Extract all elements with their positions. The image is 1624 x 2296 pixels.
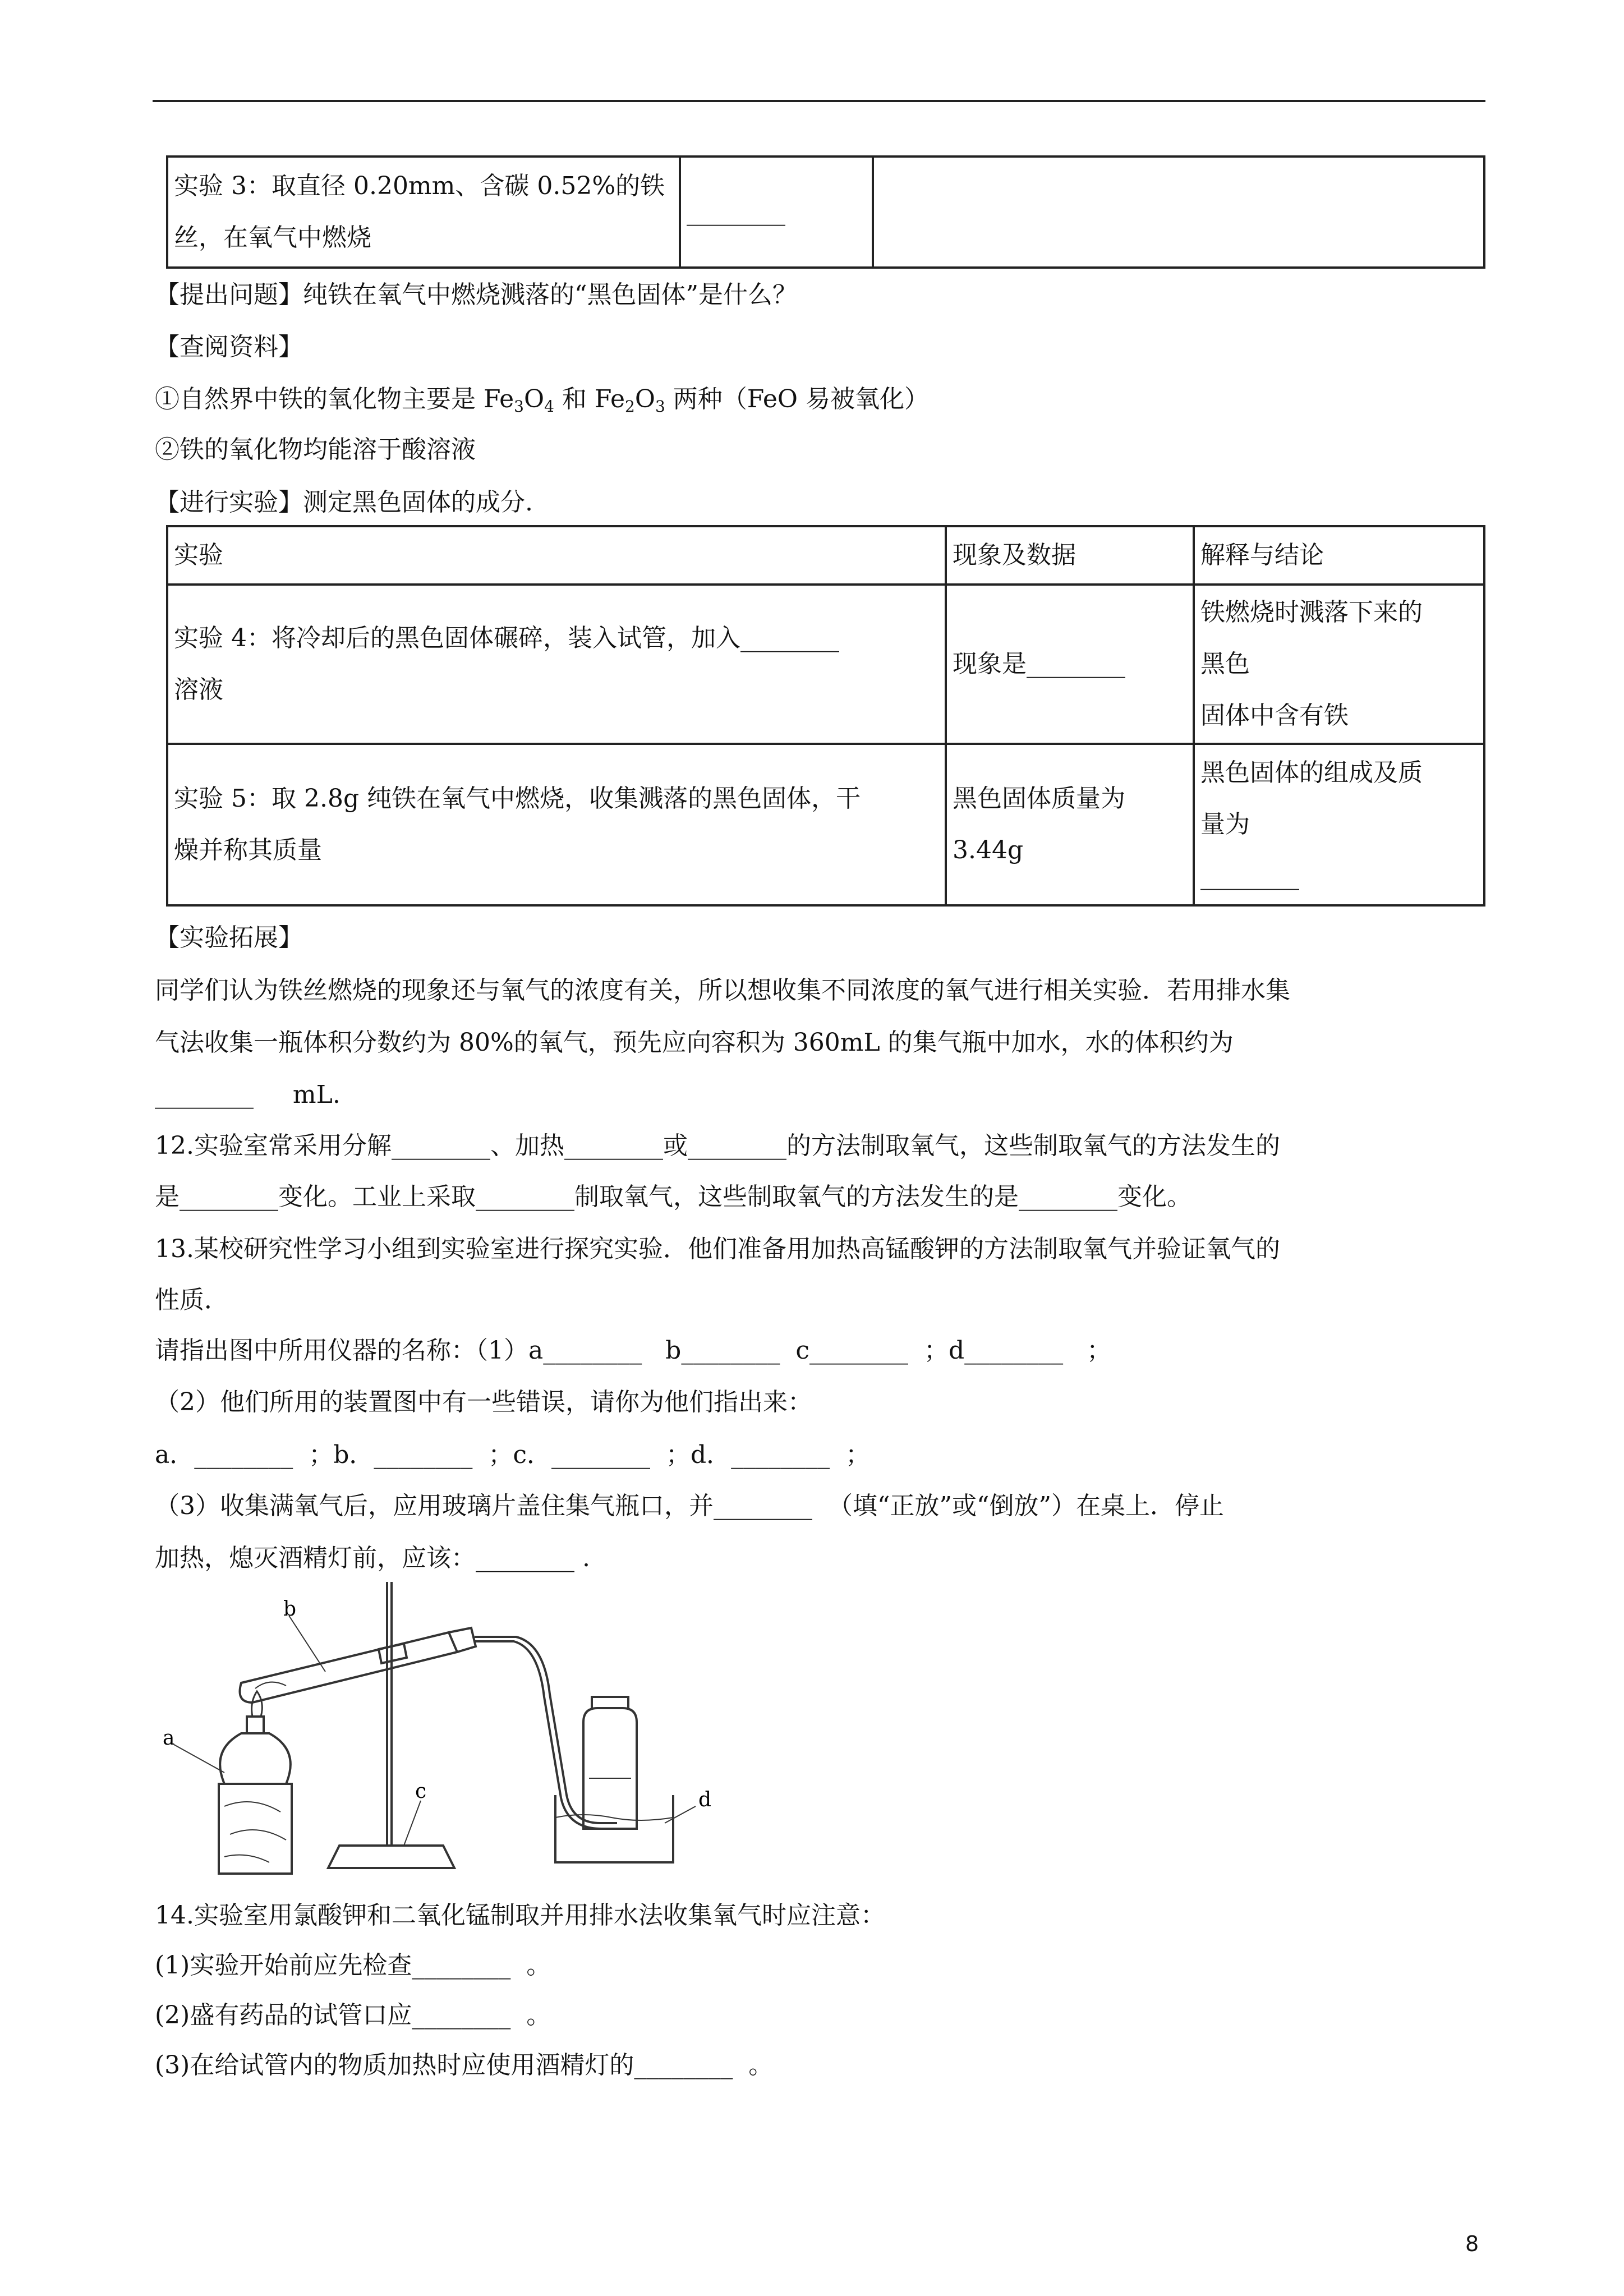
consult-title: 【查阅资料】 bbox=[155, 333, 303, 361]
page-number: 8 bbox=[1465, 2231, 1479, 2256]
extension-line1: 同学们认为铁丝燃烧的现象还与氧气的浓度有关，所以想收集不同浓度的氧气进行相关实验．若用排水集 bbox=[155, 976, 1290, 1005]
figure-label-d: d bbox=[698, 1788, 712, 1811]
experiment-5-phenomenon-line2: 3.44g bbox=[953, 836, 1024, 864]
extension-title: 【实验拓展】 bbox=[155, 923, 303, 952]
experiment-3-phenomenon-cell bbox=[680, 157, 873, 268]
figure-label-b: b bbox=[283, 1598, 297, 1621]
consult-item-2: ②铁的氧化物均能溶于酸溶液 bbox=[155, 435, 476, 464]
experiment-5-cell bbox=[167, 744, 946, 905]
apparatus-figure bbox=[157, 1582, 718, 1879]
question-13-line6: （3）收集满氧气后，应用玻璃片盖住集气瓶口，并________ （填“正放”或“倒放”）在桌上．停止 bbox=[155, 1492, 1224, 1520]
question-14-line1: 14.实验室用氯酸钾和二氧化锰制取并用排水法收集氧气时应注意： bbox=[155, 1901, 885, 1930]
experiment-5-line2: 燥并称其质量 bbox=[174, 836, 322, 864]
table-row-experiment-5 bbox=[167, 744, 1484, 905]
header-phenomenon: 现象及数据 bbox=[946, 526, 1194, 585]
ask-question-line: 【提出问题】纯铁在氧气中燃烧溅落的“黑色固体”是什么？ bbox=[155, 280, 797, 309]
question-13-line2: 性质． bbox=[155, 1286, 229, 1314]
question-13-line5: a．________ ；b．________ ；c．________ ；d．________ ； bbox=[155, 1441, 871, 1469]
question-14-line2: (1)实验开始前应先检查________ 。 bbox=[155, 1951, 551, 1980]
gas-bottle bbox=[583, 1708, 637, 1829]
figure-label-c: c bbox=[415, 1780, 427, 1803]
wooden-block bbox=[219, 1784, 292, 1874]
experiment-5-phenomenon-line1: 黑色固体质量为 bbox=[953, 784, 1125, 813]
experiment-4-conclusion-cell bbox=[1194, 585, 1484, 744]
question-14-line4: (3)在给试管内的物质加热时应使用酒精灯的________ 。 bbox=[155, 2051, 774, 2079]
experiment-3-line1: 实验 3：取直径 0.20mm、含碳 0.52%的铁 bbox=[174, 172, 665, 200]
question-13-line3: 请指出图中所用仪器的名称：（1）a________ b________ c________ ；d________ ； bbox=[155, 1336, 1112, 1365]
table-experiment-3 bbox=[166, 155, 1485, 269]
experiment-3-phenomenon-blank: ________ bbox=[687, 197, 785, 226]
table-experiments bbox=[166, 525, 1485, 907]
consult-1-mid3: O bbox=[634, 385, 655, 413]
experiment-3-cell bbox=[167, 157, 680, 268]
table-row bbox=[167, 157, 1484, 268]
experiment-3-line2: 丝，在氧气中燃烧 bbox=[174, 223, 371, 252]
consult-1-pre: ①自然界中铁的氧化物主要是 Fe bbox=[155, 385, 514, 413]
experiment-5-conclusion-cell bbox=[1194, 744, 1484, 905]
experiment-4-line2: 溶液 bbox=[174, 675, 223, 704]
question-13-line7: 加热，熄灭酒精灯前，应该：________ . bbox=[155, 1544, 590, 1572]
experiment-5-conclusion-line2: 量为 bbox=[1200, 810, 1250, 839]
experiment-4-cell bbox=[167, 585, 946, 744]
consult-1-mid2: 和 Fe bbox=[554, 385, 625, 413]
experiment-4-conclusion-line1: 铁燃烧时溅落下来的 bbox=[1200, 598, 1423, 627]
experiment-5-phenomenon-cell bbox=[946, 744, 1194, 905]
alcohol-lamp bbox=[220, 1733, 291, 1784]
header-rule bbox=[153, 100, 1485, 102]
iron-stand-base bbox=[328, 1846, 454, 1868]
test-tube bbox=[240, 1632, 458, 1703]
experiment-5-conclusion-line3: ________ bbox=[1200, 862, 1299, 890]
consult-1-post: 两种（FeO 易被氧化） bbox=[665, 385, 929, 413]
question-12-line1: 12.实验室常采用分解________、加热________或________的方法制取氧气，这些制取氧气的方法发生的 bbox=[155, 1131, 1280, 1160]
question-14-line3: (2)盛有药品的试管口应________ 。 bbox=[155, 2001, 551, 2030]
consult-1-sub2: 4 bbox=[544, 397, 554, 416]
conduct-experiment-line: 【进行实验】测定黑色固体的成分. bbox=[155, 488, 533, 517]
experiment-4-conclusion-line2: 黑色 bbox=[1200, 650, 1250, 678]
header-experiment: 实验 bbox=[167, 526, 946, 585]
consult-item-1 bbox=[155, 383, 929, 424]
question-13-line4: （2）他们所用的装置图中有一些错误，请你为他们指出来： bbox=[155, 1388, 812, 1416]
delivery-tube bbox=[475, 1637, 617, 1823]
question-13-line1: 13.某校研究性学习小组到实验室进行探究实验．他们准备用加热高锰酸钾的方法制取氧气并验证氧气的 bbox=[155, 1235, 1280, 1263]
consult-1-sub3: 2 bbox=[625, 397, 635, 416]
extension-line3: ________ mL. bbox=[155, 1080, 341, 1109]
experiment-4-conclusion-line3: 固体中含有铁 bbox=[1200, 701, 1349, 730]
experiment-5-line1: 实验 5：取 2.8g 纯铁在氧气中燃烧，收集溅落的黑色固体，干 bbox=[174, 784, 861, 813]
question-12-line2: 是________变化。工业上采取________制取氧气，这些制取氧气的方法发生的是________变化。 bbox=[155, 1182, 1191, 1211]
consult-1-sub4: 3 bbox=[655, 397, 665, 416]
consult-1-sub1: 3 bbox=[514, 397, 524, 416]
figure-label-a: a bbox=[163, 1727, 175, 1750]
experiment-4-phenomenon: 现象是________ bbox=[946, 585, 1194, 744]
extension-line2: 气法收集一瓶体积分数约为 80%的氧气，预先应向容积为 360mL 的集气瓶中加水，水的体积约为 bbox=[155, 1028, 1234, 1057]
experiment-3-conclusion-cell bbox=[873, 157, 1484, 268]
experiment-5-conclusion-line1: 黑色固体的组成及质 bbox=[1200, 758, 1423, 787]
table-header-row bbox=[167, 526, 1484, 585]
experiment-4-line1: 实验 4：将冷却后的黑色固体碾碎，装入试管，加入________ bbox=[174, 624, 839, 652]
consult-1-mid1: O bbox=[523, 385, 545, 413]
table-row-experiment-4 bbox=[167, 585, 1484, 744]
header-conclusion: 解释与结论 bbox=[1194, 526, 1484, 585]
